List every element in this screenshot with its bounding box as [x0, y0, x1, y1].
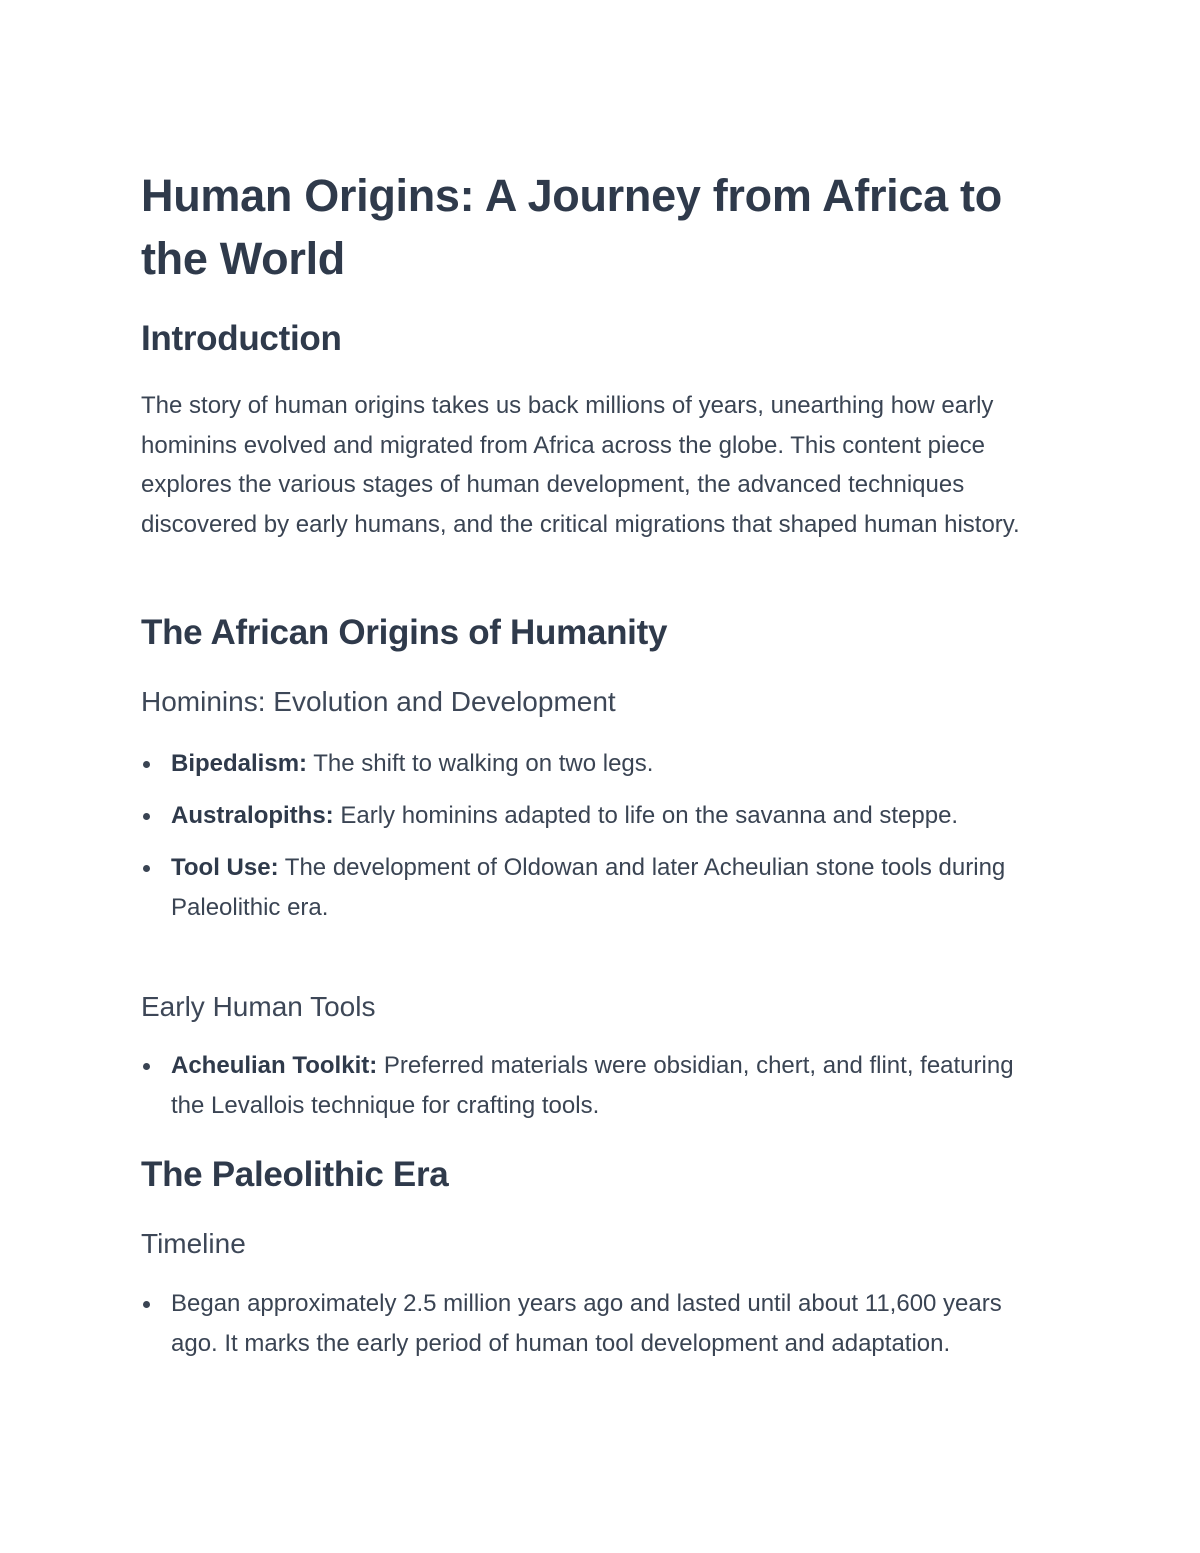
list-item-text: The development of Oldowan and later Acheulian stone tools during Paleolithic era. [171, 854, 1006, 921]
list-item-term: Tool Use: [171, 854, 279, 881]
early-tools-heading: Early Human Tools [141, 991, 376, 1022]
hominins-heading: Hominins: Evolution and Development [141, 686, 616, 717]
list-item-text: Preferred materials were obsidian, chert, and flint, featuring the Levallois technique for crafting tools. [171, 1052, 1014, 1119]
introduction-heading: Introduction [141, 319, 342, 358]
african-origins-heading: The African Origins of Humanity [141, 613, 668, 652]
timeline-heading: Timeline [141, 1228, 246, 1259]
bullet-icon [143, 865, 150, 872]
list-item-term: Acheulian Toolkit: [171, 1052, 378, 1079]
list-item [141, 796, 1041, 836]
document-title: Human Origins: A Journey from Africa to the World [141, 170, 1002, 284]
list-item-text: The shift to walking on two legs. [307, 750, 654, 777]
list-item [141, 1284, 1041, 1364]
list-item-term: Bipedalism: [171, 750, 308, 777]
timeline-list [141, 1284, 1041, 1376]
list-item-text: Began approximately 2.5 million years ago and lasted until about 11,600 years ago. It marks the early period of human tool development and adaptation. [171, 1290, 1002, 1357]
bullet-icon [143, 761, 150, 768]
list-item [141, 848, 1041, 928]
bullet-icon [143, 813, 150, 820]
bullet-icon [143, 1301, 150, 1308]
list-item [141, 744, 1041, 784]
hominins-list [141, 744, 1041, 940]
list-item-term: Australopiths: [171, 802, 334, 829]
list-item [141, 1046, 1041, 1126]
early-tools-list [141, 1046, 1041, 1138]
introduction-paragraph: The story of human origins takes us back millions of years, unearthing how early hominins evolved and migrated from Africa across the globe. This content piece explores the various stages of human development, the advanced techniques discovered by early humans, and the critical migrations that shaped human history. [141, 392, 1020, 538]
list-item-text: Early hominins adapted to life on the savanna and steppe. [333, 802, 959, 829]
paleolithic-heading: The Paleolithic Era [141, 1155, 449, 1194]
bullet-icon [143, 1063, 150, 1070]
